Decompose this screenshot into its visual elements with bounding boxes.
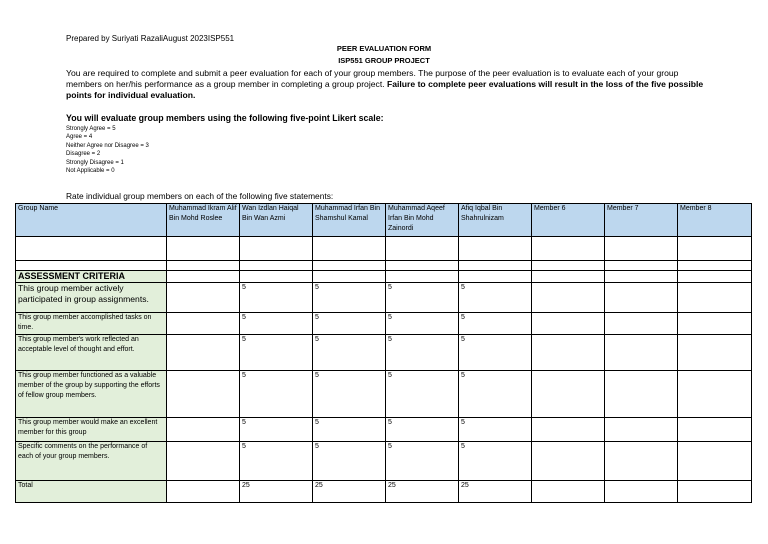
criteria-heading-row [16,271,752,283]
blank-cell [167,271,240,283]
score-cell[interactable]: 5 [240,371,313,418]
blank-cell [313,261,386,271]
blank-cell [605,271,678,283]
group-name-header: Group Name [16,204,167,237]
blank-cell[interactable] [167,237,240,261]
form-subtitle: ISP551 GROUP PROJECT [338,56,430,65]
score-cell[interactable]: 5 [459,418,532,442]
blank-cell [240,271,313,283]
blank-cell [313,271,386,283]
score-cell[interactable]: 5 [313,371,386,418]
scale-item: Disagree = 2 [66,151,101,158]
blank-cell [16,261,167,271]
total-label: Total [16,481,167,503]
blank-cell[interactable] [678,237,752,261]
blank-cell[interactable] [386,237,459,261]
criterion-label: This group member functioned as a valuable member of the group by supporting the efforts of fellow group members. [16,371,167,418]
table-header-row [16,204,752,237]
criteria-heading: ASSESSMENT CRITERIA [16,271,167,283]
blank-cell [678,261,752,271]
score-cell[interactable] [167,442,240,481]
blank-cell [532,271,605,283]
score-cell[interactable]: 5 [459,442,532,481]
member-header: Muhammad Ikram Alif Bin Mohd Roslee [167,204,240,237]
blank-cell[interactable] [313,237,386,261]
blank-cell[interactable] [532,237,605,261]
blank-cell [678,271,752,283]
scale-heading: You will evaluate group members using the following five-point Likert scale: [66,113,384,123]
score-cell[interactable] [167,371,240,418]
score-cell[interactable]: 5 [459,313,532,335]
scale-item: Neither Agree nor Disagree = 3 [66,142,149,149]
score-cell[interactable]: 5 [459,283,532,313]
criterion-label: This group member would make an excellent member for this group [16,418,167,442]
score-cell[interactable] [167,313,240,335]
total-cell [532,481,605,503]
blank-cell[interactable] [16,237,167,261]
table-row [16,335,752,371]
score-cell[interactable] [532,313,605,335]
member-header: Afiq Iqbal Bin Shahrulnizam [459,204,532,237]
total-cell [678,481,752,503]
scale-item: Strongly Agree = 5 [66,126,116,132]
score-cell[interactable]: 5 [313,418,386,442]
member-header: Muhammad Aqeef Irfan Bin Mohd Zainordi [386,204,459,237]
intro-text: You are required to complete and submit a peer evaluation for each of your group members. The purpose of the peer evaluation is to evaluate each of your group members on her/his performance as a group member in completing a group project. [66,68,679,89]
table-row [16,418,752,442]
intro-paragraph [66,68,706,101]
member-header: Member 7 [605,204,678,237]
table-row [16,283,752,313]
total-row [16,481,752,503]
scale-item: Not Applicable = 0 [66,168,115,175]
total-cell: 25 [240,481,313,503]
blank-cell [386,271,459,283]
score-cell[interactable] [532,418,605,442]
blank-cell [459,271,532,283]
blank-cell [386,261,459,271]
score-cell[interactable]: 5 [386,313,459,335]
criterion-label: This group member accomplished tasks on time. [16,313,167,335]
member-header: Wan Izdlan Haiqal Bin Wan Azmi [240,204,313,237]
blank-cell [459,261,532,271]
score-cell[interactable] [532,442,605,481]
total-cell [605,481,678,503]
score-cell[interactable] [605,283,678,313]
table-row [16,442,752,481]
score-cell[interactable] [532,335,605,371]
evaluation-table [15,203,752,503]
score-cell[interactable] [605,418,678,442]
blank-cell [240,261,313,271]
score-cell[interactable] [678,283,752,313]
table-row [16,313,752,335]
total-cell: 25 [386,481,459,503]
criterion-label: Specific comments on the performance of each of your group members. [16,442,167,481]
score-cell[interactable]: 5 [386,442,459,481]
score-cell[interactable] [532,283,605,313]
score-cell[interactable]: 5 [459,335,532,371]
intro-warning: Failure to complete peer evaluations will result in the loss of the five possible points for individual evaluation. [66,79,704,100]
blank-cell[interactable] [605,237,678,261]
score-cell[interactable] [678,442,752,481]
scale-item: Agree = 4 [66,134,93,141]
prepared-by: Prepared by Suriyati RazaliAugust 2023ISP551 [66,34,235,43]
blank-cell[interactable] [240,237,313,261]
blank-cell [167,261,240,271]
score-cell[interactable] [532,371,605,418]
score-cell[interactable] [678,313,752,335]
spacer-row [16,261,752,271]
score-cell[interactable] [678,335,752,371]
score-cell[interactable]: 5 [313,283,386,313]
table-row [16,371,752,418]
blank-cell[interactable] [459,237,532,261]
score-cell[interactable]: 5 [386,283,459,313]
score-cell[interactable]: 5 [313,313,386,335]
total-cell: 25 [313,481,386,503]
likert-scale-list [66,125,149,175]
total-cell [167,481,240,503]
rate-instruction: Rate individual group members on each of the following five statements: [66,191,334,201]
group-name-row [16,237,752,261]
score-cell[interactable] [605,335,678,371]
form-title: PEER EVALUATION FORM [336,44,432,53]
score-cell[interactable]: 5 [240,335,313,371]
score-cell[interactable]: 5 [240,313,313,335]
score-cell[interactable] [167,418,240,442]
score-cell[interactable]: 5 [313,442,386,481]
score-cell[interactable] [605,371,678,418]
score-cell[interactable]: 5 [240,283,313,313]
scale-item: Strongly Disagree = 1 [66,159,124,166]
member-header: Member 8 [678,204,752,237]
score-cell[interactable]: 5 [386,418,459,442]
score-cell[interactable] [167,283,240,313]
score-cell[interactable] [167,335,240,371]
score-cell[interactable]: 5 [386,371,459,418]
member-header: Member 6 [532,204,605,237]
score-cell[interactable] [678,418,752,442]
member-header: Muhammad Irfan Bin Shamshul Kamal [313,204,386,237]
score-cell[interactable] [605,442,678,481]
blank-cell [532,261,605,271]
blank-cell [605,261,678,271]
score-cell[interactable]: 5 [240,442,313,481]
score-cell[interactable]: 5 [240,418,313,442]
criterion-label: This group member actively participated in group assignments. [16,283,167,313]
score-cell[interactable]: 5 [313,335,386,371]
criterion-label: This group member's work reflected an acceptable level of thought and effort. [16,335,167,371]
score-cell[interactable] [678,371,752,418]
total-cell: 25 [459,481,532,503]
score-cell[interactable]: 5 [459,371,532,418]
score-cell[interactable] [605,313,678,335]
score-cell[interactable]: 5 [386,335,459,371]
